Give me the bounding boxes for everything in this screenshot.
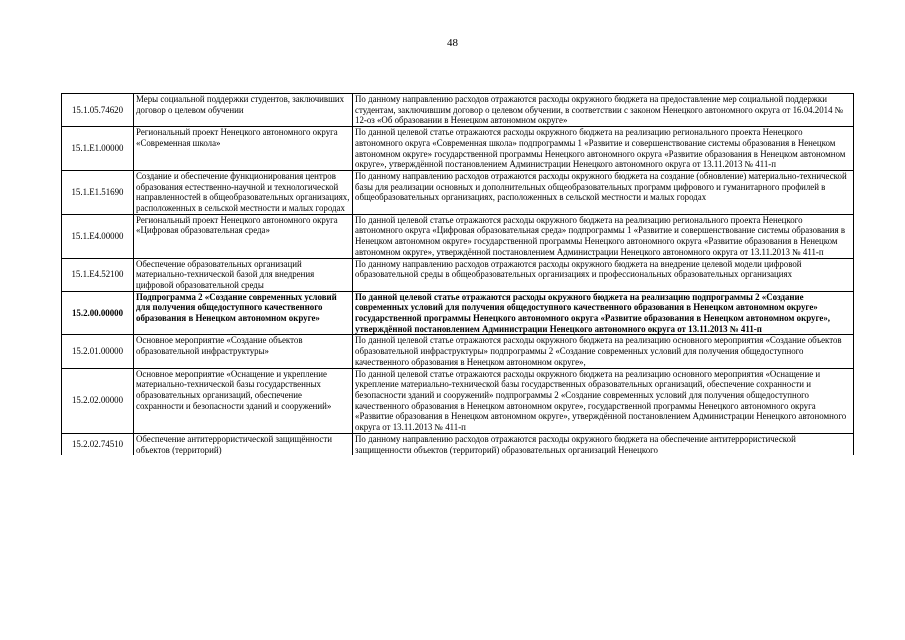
target-article-description: По данному направлению расходов отражаются расходы окружного бюджета на предоставление мер социальной поддержки студентам, заключившим договор о целевом обучении, в соответствии с законом Ненецкого автономного округа от 16.04.2014 № 12-оз «Об образовании в Ненецком автономном округе» <box>353 94 854 127</box>
target-article-code: 15.2.00.00000 <box>62 291 134 335</box>
table-row <box>62 258 854 291</box>
target-article-code: 15.1.E4.00000 <box>62 214 134 258</box>
target-article-name: Обеспечение антитеррористической защищённости объектов (территорий) <box>134 433 353 455</box>
table-row <box>62 127 854 171</box>
target-article-name: Обеспечение образовательных организаций материально-технической базой для внедрения цифровой образовательной среды <box>134 258 353 291</box>
target-article-name: Основное мероприятие «Создание объектов образовательной инфраструктуры» <box>134 335 353 368</box>
target-article-description: По данной целевой статье отражаются расходы окружного бюджета на реализацию регионального проекта Ненецкого автономного округа «Современная школа» подпрограммы 1 «Развитие и совершенствование системы образования в Ненецком автономном округе» государственной программы Ненецкого автономного округа «Развитие образования в Ненецком автономном округе», утверждённой постановлением Администрации Ненецкого автономного округа от 13.11.2013 № 411-п <box>353 127 854 171</box>
budget-classification-table <box>61 93 854 455</box>
target-article-description: По данной целевой статье отражаются расходы окружного бюджета на реализацию основного мероприятия «Создание объектов образовательной инфраструктуры» подпрограммы 2 «Создание современных условий для получения общедоступного качественного образования в Ненецком автономном округе», <box>353 335 854 368</box>
table-row <box>62 368 854 433</box>
target-article-code: 15.2.01.00000 <box>62 335 134 368</box>
target-article-name: Создание и обеспечение функционирования центров образования естественно-научной и технологической направленностей в общеобразовательных организациях, расположенных в сельской местности и малых городах <box>134 170 353 214</box>
target-article-code: 15.1.E1.51690 <box>62 170 134 214</box>
target-article-description: По данному направлению расходов отражаются расходы окружного бюджета на внедрение целевой модели цифровой образовательной среды в общеобразовательных организациях и профессиональных образовательных организациях <box>353 258 854 291</box>
target-article-code: 15.1.E1.00000 <box>62 127 134 171</box>
target-article-name: Подпрограмма 2 «Создание современных условий для получения общедоступного качественного образования в Ненецком автономном округе» <box>134 291 353 335</box>
target-article-code: 15.1.05.74620 <box>62 94 134 127</box>
table-row <box>62 170 854 214</box>
target-article-description: По данной целевой статье отражаются расходы окружного бюджета на реализацию основного мероприятия «Оснащение и укрепление материально-технической базы государственных образовательных организаций, обеспечение сохранности и безопасности зданий и сооружений» подпрограммы 2 «Создание современных условий для получения общедоступного качественного образования в Ненецком автономном округе», государственной программы Ненецкого автономного округа «Развитие образования в Ненецком автономном округе», утверждённой постановлением Администрации Ненецкого автономного округа от 13.11.2013 № 411-п <box>353 368 854 433</box>
table-row <box>62 214 854 258</box>
target-article-name: Меры социальной поддержки студентов, заключивших договор о целевом обучении <box>134 94 353 127</box>
target-article-code: 15.2.02.74510 <box>62 433 134 455</box>
target-article-name: Региональный проект Ненецкого автономного округа «Современная школа» <box>134 127 353 171</box>
table-row <box>62 433 854 455</box>
target-article-description: По данному направлению расходов отражаются расходы окружного бюджета на обеспечение антитеррористической защищенности объектов (территорий) образовательных организаций Ненецкого <box>353 433 854 455</box>
page-number: 48 <box>447 37 458 49</box>
target-article-description: По данной целевой статье отражаются расходы окружного бюджета на реализацию подпрограммы 2 «Создание современных условий для получения общедоступного качественного образования в Ненецком автономном округе» государственной программы Ненецкого автономного округа «Развитие образования в Ненецком автономном округе», утверждённой постановлением Администрации Ненецкого автономного округа от 13.11.2013 № 411-п <box>353 291 854 335</box>
target-article-description: По данной целевой статье отражаются расходы окружного бюджета на реализацию регионального проекта Ненецкого автономного округа «Цифровая образовательная среда» подпрограммы 1 «Развитие и совершенствование системы образования в Ненецком автономном округе» государственной программы Ненецкого автономного округа «Развитие образования в Ненецком автономном округе», утверждённой постановлением Администрации Ненецкого автономного округа от 13.11.2013 № 411-п <box>353 214 854 258</box>
target-article-name: Региональный проект Ненецкого автономного округа «Цифровая образовательная среда» <box>134 214 353 258</box>
table-row <box>62 291 854 335</box>
target-article-description: По данному направлению расходов отражаются расходы окружного бюджета на создание (обновление) материально-технической базы для реализации основных и дополнительных общеобразовательных программ цифрового и гуманитарного профилей в общеобразовательных организациях, расположенных в сельской местности и малых городах <box>353 170 854 214</box>
target-article-code: 15.1.E4.52100 <box>62 258 134 291</box>
target-article-code: 15.2.02.00000 <box>62 368 134 433</box>
table-row <box>62 335 854 368</box>
table-row <box>62 94 854 127</box>
target-article-name: Основное мероприятие «Оснащение и укрепление материально-технической базы государственных образовательных организаций, обеспечение сохранности и безопасности зданий и сооружений» <box>134 368 353 433</box>
